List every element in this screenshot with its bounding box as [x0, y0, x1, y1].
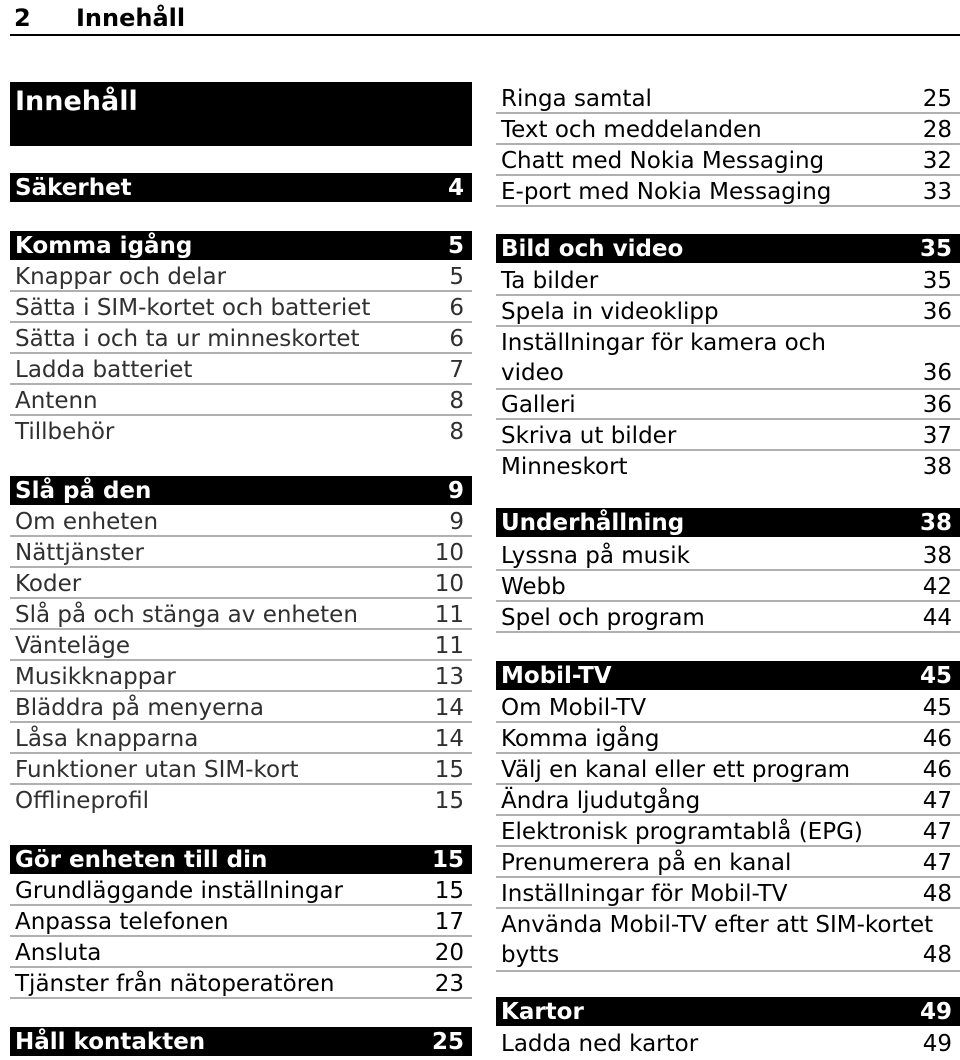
toc-item[interactable]	[496, 848, 960, 878]
toc-label: Spel och program	[501, 605, 705, 631]
section-kartor[interactable]	[496, 997, 960, 1026]
toc-item[interactable]	[10, 907, 472, 937]
toc-page-number: 35	[922, 268, 952, 294]
page-header	[10, 0, 960, 36]
toc-label: Ansluta	[15, 940, 102, 966]
toc-page-number: 11	[434, 602, 464, 628]
toc-item[interactable]	[496, 84, 960, 114]
toc-label: Text och meddelanden	[501, 117, 762, 143]
toc-page-number: 9	[449, 509, 464, 535]
toc-label: Webb	[501, 574, 566, 600]
toc-item[interactable]	[496, 297, 960, 327]
section-sakerhet[interactable]	[10, 173, 472, 202]
toc-page-number: 4	[447, 175, 464, 201]
toc-page-number: 47	[922, 788, 952, 814]
toc-item[interactable]	[10, 355, 472, 385]
toc-item[interactable]	[10, 417, 472, 447]
toc-label: Galleri	[501, 392, 576, 418]
toc-title: Innehåll	[10, 82, 472, 146]
toc-item[interactable]	[10, 631, 472, 661]
toc-page-number: 38	[919, 510, 952, 536]
toc-page-number: 15	[434, 757, 464, 783]
toc-item[interactable]	[496, 786, 960, 816]
toc-page-number: 14	[434, 695, 464, 721]
toc-label: Underhållning	[501, 510, 685, 536]
toc-label: Om enheten	[15, 509, 159, 535]
toc-label: Tillbehör	[15, 419, 115, 445]
section-hall-kontakten[interactable]	[10, 1027, 472, 1056]
toc-page-number: 8	[449, 419, 464, 445]
page-header-title: Innehåll	[76, 4, 186, 32]
toc-label: Musikknappar	[15, 664, 176, 690]
toc-page-number: 46	[922, 757, 952, 783]
toc-page-number: 28	[922, 117, 952, 143]
section-sla-pa-den[interactable]	[10, 476, 472, 505]
toc-page-number: 25	[922, 86, 952, 112]
toc-item[interactable]	[10, 786, 472, 816]
toc-label: Inställningar för kamera och	[501, 330, 826, 356]
toc-label: Mobil-TV	[501, 663, 612, 689]
toc-label: Välj en kanal eller ett program	[501, 757, 851, 783]
toc-item[interactable]	[10, 324, 472, 354]
toc-label: Ladda ned kartor	[501, 1031, 699, 1057]
toc-label: Använda Mobil-TV efter att SIM-kortet	[501, 912, 934, 938]
toc-label: E-port med Nokia Messaging	[501, 179, 832, 205]
toc-page-number: 45	[919, 663, 952, 689]
toc-label: bytts	[501, 942, 560, 968]
toc-label: Funktioner utan SIM-kort	[15, 757, 299, 783]
toc-label: Säkerhet	[15, 175, 132, 201]
toc-label: Slå på och stänga av enheten	[15, 602, 358, 628]
toc-item[interactable]	[496, 724, 960, 754]
toc-item[interactable]	[496, 266, 960, 296]
toc-label: Koder	[15, 571, 82, 597]
toc-label: Anpassa telefonen	[15, 909, 229, 935]
toc-page-number: 37	[922, 423, 952, 449]
toc-item[interactable]	[496, 1029, 960, 1059]
toc-label: Knappar och delar	[15, 264, 227, 290]
toc-item[interactable]	[10, 876, 472, 906]
toc-label: Kartor	[501, 999, 584, 1025]
toc-page-number: 11	[434, 633, 464, 659]
toc-label: Ringa samtal	[501, 86, 652, 112]
toc-label: Gör enheten till din	[15, 847, 268, 873]
toc-item[interactable]	[10, 262, 472, 292]
toc-label: Ladda batteriet	[15, 357, 193, 383]
toc-item[interactable]	[496, 115, 960, 145]
toc-item[interactable]	[10, 386, 472, 416]
toc-label: Sätta i SIM-kortet och batteriet	[15, 295, 371, 321]
toc-label: Chatt med Nokia Messaging	[501, 148, 825, 174]
toc-label: Minneskort	[501, 454, 628, 480]
toc-item[interactable]	[10, 724, 472, 754]
toc-item[interactable]	[496, 452, 960, 482]
toc-page-number: 15	[431, 847, 464, 873]
toc-item[interactable]	[10, 507, 472, 537]
toc-page-number: 7	[449, 357, 464, 383]
toc-page-number: 5	[449, 264, 464, 290]
toc-label: Tjänster från nätoperatören	[15, 971, 335, 997]
toc-page-number: 10	[434, 571, 464, 597]
toc-page-number: 20	[434, 940, 464, 966]
toc-label: Sätta i och ta ur minneskortet	[15, 326, 360, 352]
toc-label: Antenn	[15, 388, 98, 414]
toc-label: Spela in videoklipp	[501, 299, 719, 325]
toc-item[interactable]	[496, 693, 960, 723]
toc-item[interactable]	[496, 328, 960, 390]
toc-page-number: 32	[922, 148, 952, 174]
toc-label: Vänteläge	[15, 633, 131, 659]
toc-page-number: 25	[431, 1029, 464, 1055]
toc-page-number: 33	[922, 179, 952, 205]
toc-page-number: 15	[434, 788, 464, 814]
toc-label: Håll kontakten	[15, 1029, 206, 1055]
toc-label: Skriva ut bilder	[501, 423, 677, 449]
toc-item[interactable]	[10, 938, 472, 968]
toc-item[interactable]	[496, 421, 960, 451]
toc-item[interactable]	[10, 293, 472, 323]
toc-label: Slå på den	[15, 478, 152, 504]
toc-item[interactable]	[10, 569, 472, 599]
toc-item[interactable]	[496, 755, 960, 785]
toc-page-number: 49	[919, 999, 952, 1025]
toc-page-number: 45	[922, 695, 952, 721]
toc-item[interactable]	[10, 600, 472, 630]
toc-item[interactable]	[496, 146, 960, 176]
toc-page-number: 47	[922, 819, 952, 845]
toc-label: video	[501, 360, 564, 386]
toc-page-number: 5	[447, 233, 464, 259]
toc-item[interactable]	[496, 817, 960, 847]
toc-page-number: 38	[922, 543, 952, 569]
toc-page-number: 36	[922, 299, 952, 325]
toc-item[interactable]	[496, 603, 960, 633]
toc-label: Komma igång	[15, 233, 193, 259]
toc-item[interactable]	[10, 693, 472, 723]
toc-page-number: 48	[922, 942, 952, 968]
toc-label: Om Mobil-TV	[501, 695, 647, 721]
toc-label: Prenumerera på en kanal	[501, 850, 792, 876]
toc-page-number: 42	[922, 574, 952, 600]
toc-item[interactable]	[496, 177, 960, 207]
section-komma-igang[interactable]	[10, 231, 472, 260]
toc-item[interactable]	[496, 910, 960, 972]
toc-item[interactable]	[10, 755, 472, 785]
toc-item[interactable]	[10, 662, 472, 692]
page-number: 2	[14, 4, 31, 32]
toc-label: Komma igång	[501, 726, 660, 752]
toc-label: Ändra ljudutgång	[501, 788, 701, 814]
toc-item[interactable]	[10, 538, 472, 568]
toc-label: Inställningar för Mobil-TV	[501, 881, 788, 907]
toc-item[interactable]	[496, 572, 960, 602]
toc-label: Ta bilder	[501, 268, 599, 294]
section-gor-enheten-till-din[interactable]	[10, 845, 472, 874]
toc-label: Nättjänster	[15, 540, 145, 566]
section-underhallning[interactable]	[496, 508, 960, 537]
toc-page-number: 15	[434, 878, 464, 904]
toc-page-number: 10	[434, 540, 464, 566]
toc-label: Låsa knapparna	[15, 726, 199, 752]
toc-page-number: 47	[922, 850, 952, 876]
toc-page-number: 9	[447, 478, 464, 504]
toc-label: Grundläggande inställningar	[15, 878, 343, 904]
toc-page-number: 36	[922, 392, 952, 418]
toc-page-number: 35	[919, 236, 952, 262]
toc-label: Bläddra på menyerna	[15, 695, 264, 721]
toc-page-number: 23	[434, 971, 464, 997]
toc-page-number: 6	[449, 326, 464, 352]
toc-page-number: 49	[922, 1031, 952, 1057]
toc-label: Elektronisk programtablå (EPG)	[501, 819, 863, 845]
toc-item[interactable]	[10, 969, 472, 999]
toc-item[interactable]	[496, 879, 960, 909]
toc-label: Bild och video	[501, 236, 684, 262]
section-bild-och-video[interactable]	[496, 234, 960, 263]
section-mobil-tv[interactable]	[496, 661, 960, 690]
toc-item[interactable]	[496, 541, 960, 571]
toc-page-number: 48	[922, 881, 952, 907]
toc-page-number: 44	[922, 605, 952, 631]
toc-page-number: 8	[449, 388, 464, 414]
toc-page-number: 17	[434, 909, 464, 935]
toc-page-number: 13	[434, 664, 464, 690]
toc-page-number: 46	[922, 726, 952, 752]
toc-item[interactable]	[496, 390, 960, 420]
toc-page-number: 36	[922, 360, 952, 386]
toc-label: Lyssna på musik	[501, 543, 690, 569]
toc-page-number: 38	[922, 454, 952, 480]
toc-page-number: 6	[449, 295, 464, 321]
toc-page-number: 14	[434, 726, 464, 752]
toc-label: Offlineprofil	[15, 788, 149, 814]
